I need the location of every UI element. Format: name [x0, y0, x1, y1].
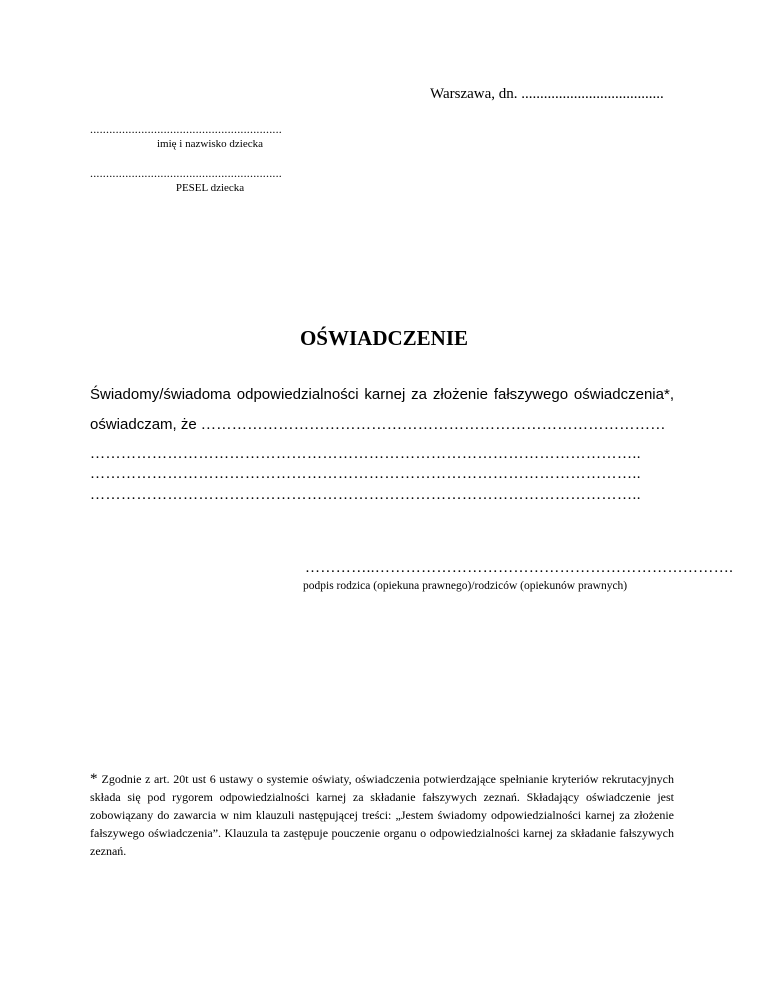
signature-line: …………..……………………………………………………………. [305, 560, 734, 576]
statement-fill-dots: ……………………………………………………………………………… [200, 417, 666, 433]
footnote-text: Zgodnie z art. 20t ust 6 ustawy o systemie oświaty, oświadczenia potwierdzające spełnianie kryteriów rekrutacyjnych składa się pod rygorem odpowiedzialności karnej za składanie fałszywych zeznań. Składający oświadczenie jest zobowiązany do zawarcia w nim klauzuli następującej treści: „Jestem świadomy odpowiedzialności karnej za złożenie fałszywego oświadczenia”. Klauzula ta zastępuje pouczenie organu o odpowiedzialności karnej za składanie fałszywych zeznań. [90, 772, 674, 858]
child-name-caption: imię i nazwisko dziecka [157, 138, 263, 150]
statement-line-4: …………………………………………………………………………………………….. [90, 466, 641, 482]
footnote [90, 770, 674, 860]
signature-caption: podpis rodzica (opiekuna prawnego)/rodziców (opiekunów prawnych) [303, 580, 628, 592]
pesel-field: ............................................................ [90, 166, 282, 180]
statement-prefix: oświadczam, że [90, 416, 197, 433]
child-name-field: ............................................................ [90, 122, 282, 136]
statement-line-2 [90, 416, 674, 434]
statement-line-5: …………………………………………………………………………………………….. [90, 487, 641, 503]
statement-line-1: Świadomy/świadoma odpowiedzialności karnej za złożenie fałszywego oświadczenia*, [90, 386, 674, 403]
place-date-line: Warszawa, dn. ...................................... [430, 86, 664, 102]
document-title: OŚWIADCZENIE [299, 326, 469, 350]
footnote-marker: * [90, 771, 98, 787]
pesel-caption: PESEL dziecka [175, 182, 245, 194]
statement-line-3: …………………………………………………………………………………………….. [90, 446, 641, 462]
